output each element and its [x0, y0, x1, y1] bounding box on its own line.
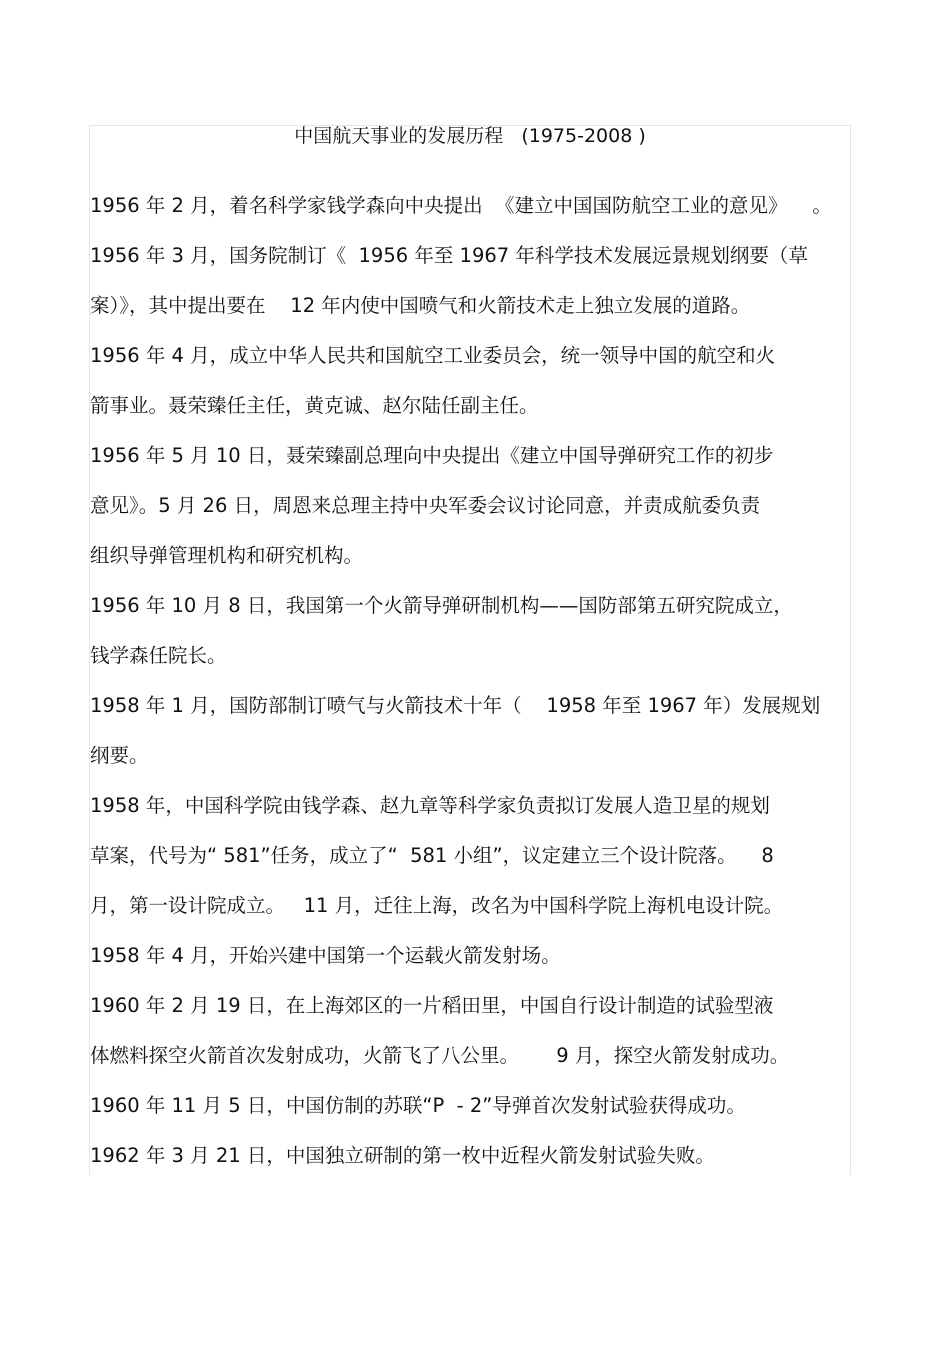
text-line: 草案，代号为“ 581”任务，成立了“ 581 小组”，议定建立三个设计院落。 8 [90, 844, 774, 867]
text-line: 案）》，其中提出要在 12 年内使中国喷气和火箭技术走上独立发展的道路。 [90, 294, 751, 317]
text-line: 1958 年 1 月，国防部制订喷气与火箭技术十年（ 1958 年至 1967 年）发展规划 [90, 694, 821, 717]
text-line: 1956 年 4 月，成立中华人民共和国航空工业委员会，统一领导中国的航空和火 [90, 344, 776, 367]
text-line: 纲要。 [90, 744, 149, 767]
text-line: 钱学森任院长。 [90, 644, 227, 667]
text-line: 1956 年 2 月，着名科学家钱学森向中央提出 《建立中国国防航空工业的意见》 。 [90, 194, 832, 217]
text-line: 1956 年 10 月 8 日，我国第一个火箭导弹研制机构——国防部第五研究院成立， [90, 594, 793, 617]
text-line: 月，第一设计院成立。 11 月，迁往上海，改名为中国科学院上海机电设计院。 [90, 894, 784, 917]
text-line: 1958 年，中国科学院由钱学森、赵九章等科学家负责拟订发展人造卫星的规划 [90, 794, 770, 817]
page-title: 中国航天事业的发展历程 (1975-2008 ) [294, 125, 646, 147]
text-line: 1960 年 2 月 19 日，在上海郊区的一片稻田里，中国自行设计制造的试验型液 [90, 994, 774, 1017]
text-line: 1956 年 3 月，国务院制订《 1956 年至 1967 年科学技术发展远景规划纲要（草 [90, 244, 808, 267]
document-body [90, 181, 850, 1181]
text-line: 体燃料探空火箭首次发射成功，火箭飞了八公里。 9 月，探空火箭发射成功。 [90, 1044, 790, 1067]
text-line: 组织导弹管理机构和研究机构。 [90, 544, 364, 567]
text-line: 1958 年 4 月，开始兴建中国第一个运载火箭发射场。 [90, 944, 561, 967]
text-line: 1956 年 5 月 10 日，聂荣臻副总理向中央提出《建立中国导弹研究工作的初步 [90, 444, 774, 467]
text-line: 1960 年 11 月 5 日，中国仿制的苏联“P - 2”导弹首次发射试验获得成功。 [90, 1094, 746, 1117]
text-line: 1962 年 3 月 21 日，中国独立研制的第一枚中近程火箭发射试验失败。 [90, 1144, 715, 1167]
text-line: 意见》。5 月 26 日，周恩来总理主持中央军委会议讨论同意，并责成航委负责 [90, 494, 761, 517]
text-line: 箭事业。聂荣臻任主任，黄克诚、赵尔陆任副主任。 [90, 394, 539, 417]
